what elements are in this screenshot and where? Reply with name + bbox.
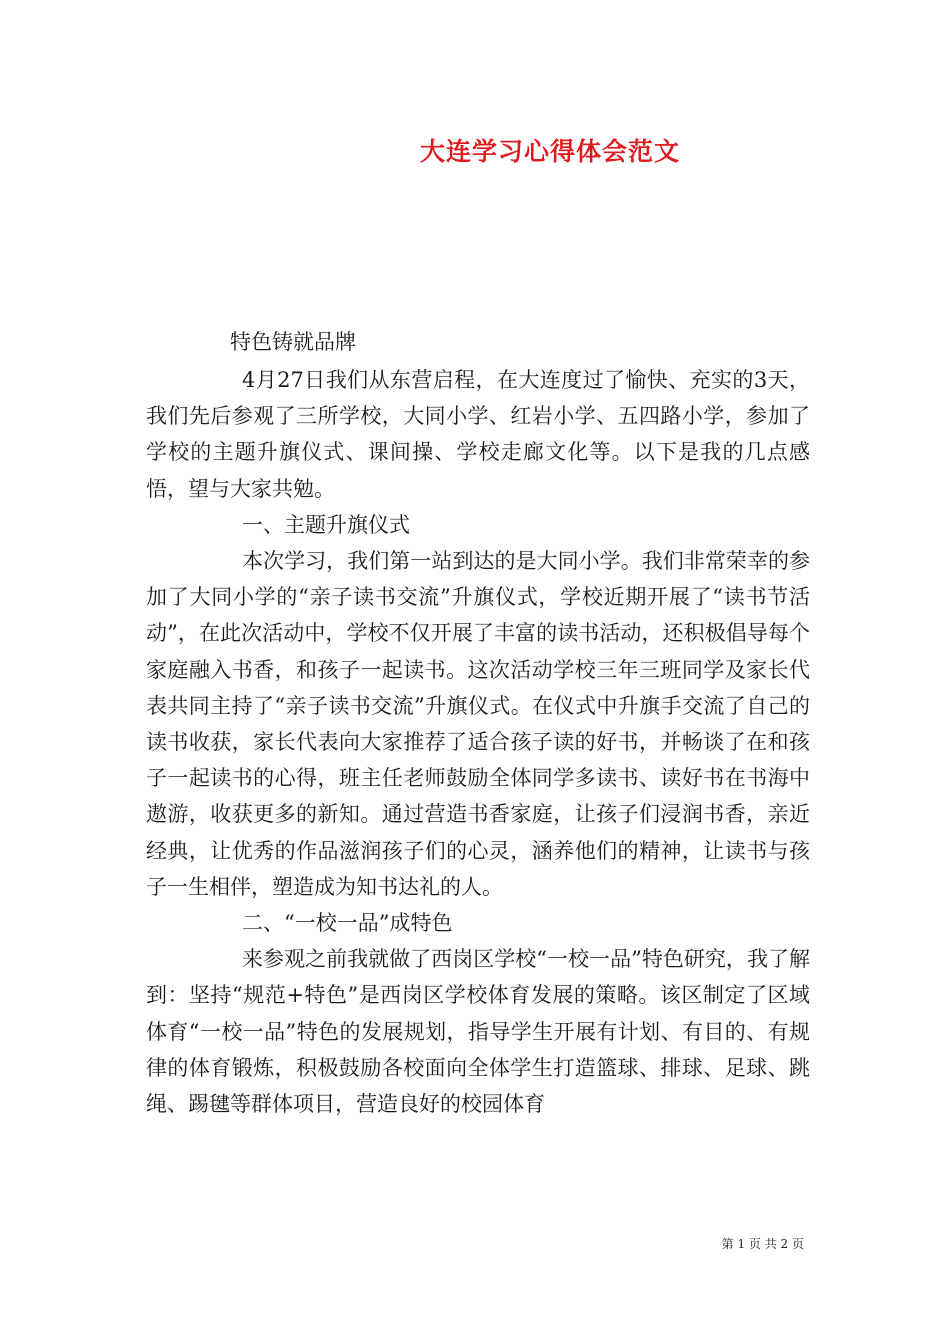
paragraph: 本次学习，我们第一站到达的是大同小学。我们非常荣幸的参加了大同小学的“亲子读书交流”升旗仪式，学校近期开展了“读书节活动”，在此次活动中，学校不仅开展了丰富的读书活动，还积极倡导每个家庭融入书香，和孩子一起读书。这次活动学校三年三班同学及家长代表共同主持了“亲子读书交流”升旗仪式。在仪式中升旗手交流了自己的读书收获，家长代表向大家推荐了适合孩子读的好书，并畅谈了在和孩子一起读书的心得，班主任老师鼓励全体同学多读书、读好书在书海中遨游，收获更多的新知。通过营造书香家庭，让孩子们浸润书香，亲近经典，让优秀的作品滋润孩子们的心灵，涵养他们的精神，让读书与孩子一生相伴，塑造成为知书达礼的人。 (146, 549, 810, 899)
section-heading: 一、主题升旗仪式 (242, 512, 410, 537)
document-title: 大连学习心得体会范文 (419, 137, 680, 166)
paragraph: 来参观之前我就做了西岗区学校“一校一品”特色研究，我了解到：坚持“规范+特色”是西岗区学校体育发展的策略。该区制定了区域体育“一校一品”特色的发展规划，指导学生开展有计划、有目的、有规律的体育锻炼，积极鼓励各校面向全体学生打造篮球、排球、足球、跳绳、踢毽等群体项目，营造良好的校园体育 (146, 947, 810, 1117)
document-body (146, 362, 810, 1122)
paragraph: 4月27日我们从东营启程，在大连度过了愉快、充实的3天，我们先后参观了三所学校，大同小学、红岩小学、五四路小学，参加了学校的主题升旗仪式、课间操、学校走廊文化等。以下是我的几点感悟，望与大家共勉。 (146, 368, 810, 501)
page-number-footer: 第 1 页 共 2 页 (721, 1237, 804, 1251)
document-subtitle: 特色铸就品牌 (230, 330, 356, 354)
section-heading: 二、“一校一品”成特色 (242, 911, 453, 936)
